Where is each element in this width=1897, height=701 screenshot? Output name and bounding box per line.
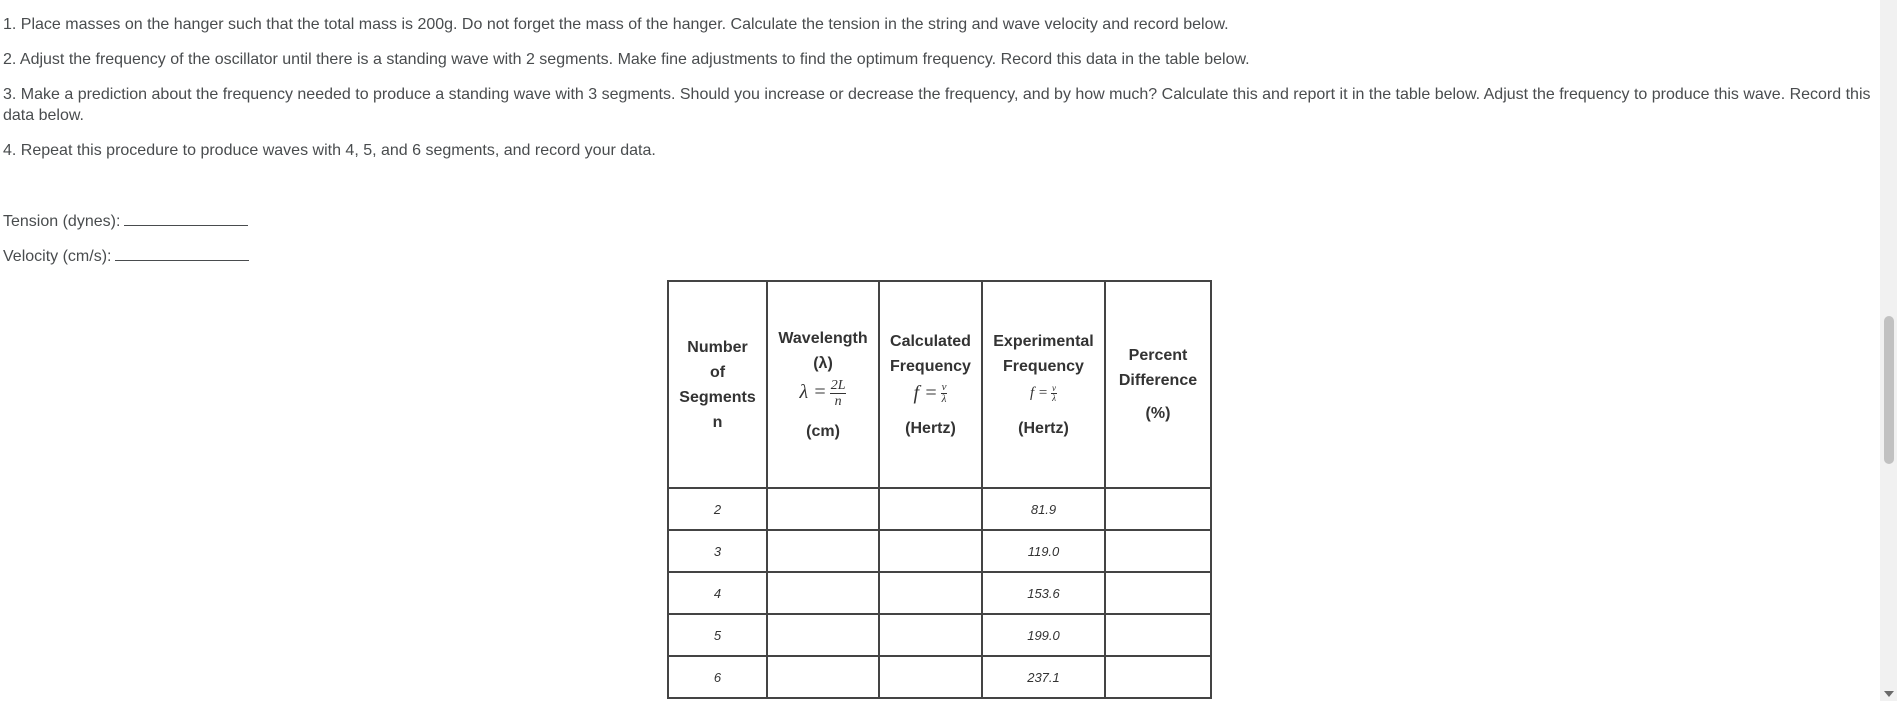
calculated-formula — [880, 381, 981, 406]
header-percent-difference — [1105, 281, 1211, 488]
header-wavelength-line: Wavelength — [778, 329, 868, 347]
formula-denominator: λ — [941, 393, 947, 406]
header-percent-line: Percent — [1128, 347, 1188, 364]
cell-segments: 3 — [668, 530, 767, 572]
header-wavelength-unit: (cm) — [806, 422, 840, 440]
cell-segments: 4 — [668, 572, 767, 614]
header-experimental-line: Experimental — [993, 332, 1094, 350]
header-segments-line: n — [712, 413, 723, 431]
scrollbar-thumb[interactable] — [1884, 316, 1894, 464]
instruction-step-1: 1. Place masses on the hanger such that the total mass is 200g. Do not forget the mass of the hanger. Calculate the tension in the string and wave velocity and record below. — [3, 16, 1229, 33]
velocity-blank — [115, 246, 249, 261]
cell-percent-difference[interactable] — [1105, 530, 1211, 572]
instruction-step-2: 2. Adjust the frequency of the oscillator until there is a standing wave with 2 segments. Make fine adjustments to find the optimum frequency. Record this data in the table below. — [3, 51, 1250, 68]
table-row — [668, 656, 1211, 698]
cell-segments: 6 — [668, 656, 767, 698]
header-segments-line: of — [709, 363, 726, 381]
formula-lhs: f = — [913, 381, 938, 404]
table-row — [668, 572, 1211, 614]
cell-experimental-frequency: 81.9 — [982, 488, 1105, 530]
cell-calculated-frequency[interactable] — [879, 530, 982, 572]
header-calculated-unit: (Hertz) — [905, 419, 956, 437]
cell-percent-difference[interactable] — [1105, 572, 1211, 614]
wavelength-formula — [768, 378, 878, 409]
cell-calculated-frequency[interactable] — [879, 656, 982, 698]
header-wavelength-line: (λ) — [813, 354, 833, 372]
cell-experimental-frequency: 237.1 — [982, 656, 1105, 698]
cell-percent-difference[interactable] — [1105, 656, 1211, 698]
table-row — [668, 530, 1211, 572]
instructions — [3, 14, 1878, 175]
table-row — [668, 488, 1211, 530]
velocity-label: Velocity (cm/s): — [3, 248, 112, 265]
header-percent-line: Difference — [1118, 372, 1198, 389]
header-calculated-line: Frequency — [890, 357, 971, 375]
formula-fraction — [941, 382, 948, 405]
tension-blank — [124, 211, 248, 226]
experimental-formula — [983, 381, 1104, 406]
instruction-step-3: 3. Make a prediction about the frequency needed to produce a standing wave with 3 segments. Should you increase or decrease the frequency, and by how much? Calculate this and report it in the table below. Adjust the frequency to produce this wave. Record this data below. — [3, 86, 1871, 124]
vertical-scrollbar[interactable] — [1880, 0, 1897, 701]
cell-experimental-frequency: 153.6 — [982, 572, 1105, 614]
cell-percent-difference[interactable] — [1105, 488, 1211, 530]
formula-fraction — [1051, 384, 1057, 403]
cell-segments: 5 — [668, 614, 767, 656]
header-percent-unit: (%) — [1145, 405, 1171, 422]
cell-wavelength[interactable] — [767, 656, 879, 698]
data-table — [667, 280, 1212, 699]
formula-lhs: f = — [1029, 384, 1049, 401]
cell-experimental-frequency: 119.0 — [982, 530, 1105, 572]
cell-segments: 2 — [668, 488, 767, 530]
scroll-down-arrow-icon[interactable] — [1884, 691, 1894, 697]
header-calculated-line: Calculated — [890, 332, 971, 350]
cell-calculated-frequency[interactable] — [879, 572, 982, 614]
instruction-step-4: 4. Repeat this procedure to produce waves with 4, 5, and 6 segments, and record your data. — [3, 142, 656, 159]
cell-calculated-frequency[interactable] — [879, 488, 982, 530]
formula-numerator: 2L — [830, 377, 846, 393]
cell-calculated-frequency[interactable] — [879, 614, 982, 656]
cell-percent-difference[interactable] — [1105, 614, 1211, 656]
tension-field — [3, 211, 248, 232]
formula-denominator: n — [834, 393, 842, 409]
table-row — [668, 614, 1211, 656]
cell-wavelength[interactable] — [767, 488, 879, 530]
header-experimental-unit: (Hertz) — [1018, 419, 1069, 437]
header-segments — [668, 281, 767, 488]
table-header-row — [668, 281, 1211, 488]
formula-fraction — [830, 378, 847, 409]
formula-numerator: v — [1052, 382, 1057, 393]
formula-numerator: v — [941, 381, 947, 394]
header-experimental-line: Frequency — [1003, 357, 1084, 375]
cell-wavelength[interactable] — [767, 614, 879, 656]
cell-experimental-frequency: 199.0 — [982, 614, 1105, 656]
cell-wavelength[interactable] — [767, 572, 879, 614]
header-wavelength — [767, 281, 879, 488]
header-segments-line: Segments — [679, 388, 756, 406]
tension-label: Tension (dynes): — [3, 213, 121, 230]
header-experimental-frequency — [982, 281, 1105, 488]
velocity-field — [3, 246, 249, 267]
header-segments-line: Number — [687, 338, 748, 356]
header-calculated-frequency — [879, 281, 982, 488]
cell-wavelength[interactable] — [767, 530, 879, 572]
formula-lhs: λ = — [799, 380, 827, 403]
formula-denominator: λ — [1052, 392, 1056, 403]
